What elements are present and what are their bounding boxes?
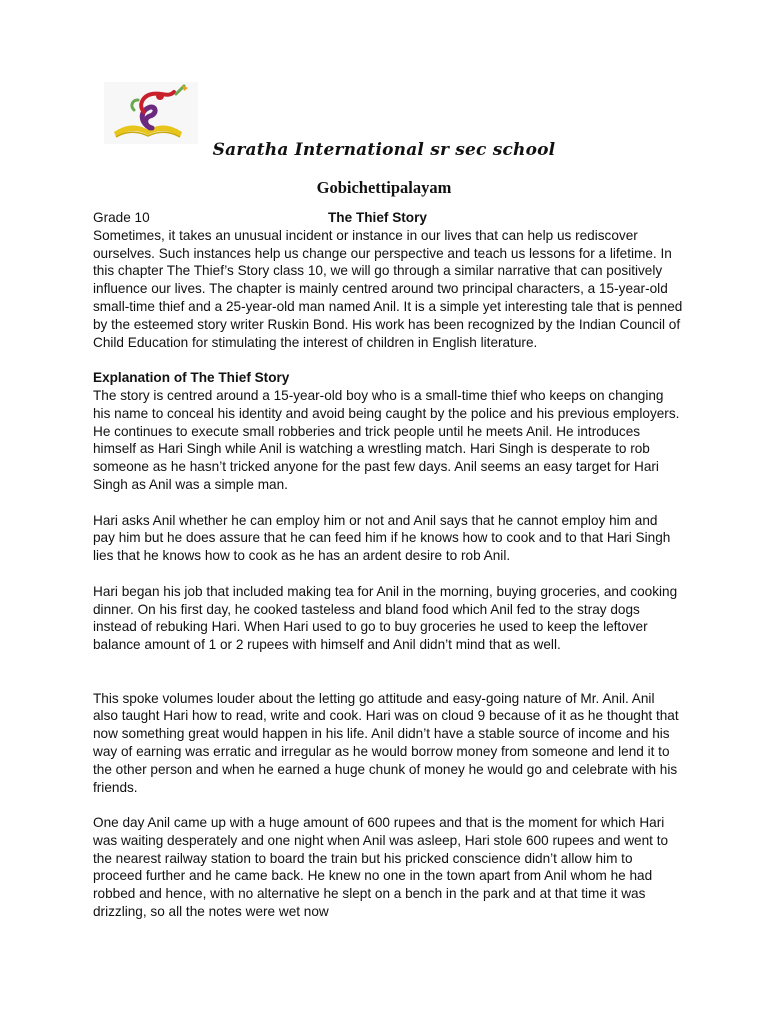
explanation-heading: Explanation of The Thief Story (93, 370, 290, 386)
school-name: Saratha International sr sec school (212, 140, 556, 160)
school-town: Gobichettipalayam (316, 178, 452, 197)
grade-title-line (93, 209, 683, 227)
paragraph: This spoke volumes louder about the letting go attitude and easy-going nature of Mr. Anil. Anil also taught Hari how to read, write and cook. Hari was on cloud 9 because of it as he thought that now something great would happen in his life. Anil didn’t have a stable source of income and his way of earning was erratic and irregular as he would borrow money from someone and lend it to the other person and when he earned a huge chunk of money he would go and celebrate with his friends. (93, 690, 679, 795)
paragraph: Hari asks Anil whether he can employ him or not and Anil says that he cannot employ him and pay him but he does assure that he can feed him if he knows how to cook and to that Hari Singh lies that he knows how to cook as he has an ardent desire to rob Anil. (93, 512, 671, 564)
paragraph: One day Anil came up with a huge amount of 600 rupees and that is the moment for which Hari was waiting desperately and one night when Anil was asleep, Hari stole 600 rupees and went to the nearest railway station to board the train but his pricked conscience didn’t allow him to proceed further and he came back. He knew no one in the town apart from Anil whom he had robbed and hence, with no alternative he slept on a bench in the park and at that time it was drizzling, so all the notes were wet now (93, 815, 669, 920)
paragraph: Hari began his job that included making tea for Anil in the morning, buying groceries, and cooking dinner. On his first day, he cooked tasteless and bland food which Anil fed to the stray dogs instead of rebuking Hari. When Hari used to go to buy groceries he used to keep the leftover balance amount of 1 or 2 rupees with himself and Anil didn’t mind that as well. (93, 583, 678, 653)
school-logo-icon (104, 82, 198, 144)
grade-label: Grade 10 (93, 210, 150, 225)
intro-paragraph: Sometimes, it takes an unusual incident or instance in our lives that can help us rediscover ourselves. Such instances help us change our perspective and teach us lessons for a lifetime. In this chapter The Thief’s Story class 10, we will go through a similar narrative that can positively influence our lives. The chapter is mainly centred around two principal characters, a 15-year-old small-time thief and a 25-year-old man named Anil. It is a simple yet interesting tale that is penned by the esteemed story writer Ruskin Bond. His work has been recognized by the Indian Council of Child Education for stimulating the interest of children in English literature. (93, 227, 683, 350)
story-title: The Thief Story (328, 210, 427, 225)
paragraph: The story is centred around a 15-year-old boy who is a small-time thief who keeps on changing his name to conceal his identity and avoid being caught by the police and his previous employers. He continues to execute small robberies and trick people until he meets Anil. He introduces himself as Hari Singh while Anil is watching a wrestling match. Hari Singh is desperate to rob someone as he hasn’t tricked anyone for the past few days. Anil seems an easy target for Hari Singh as Anil was a simple man. (93, 387, 680, 492)
document-body (93, 209, 683, 921)
